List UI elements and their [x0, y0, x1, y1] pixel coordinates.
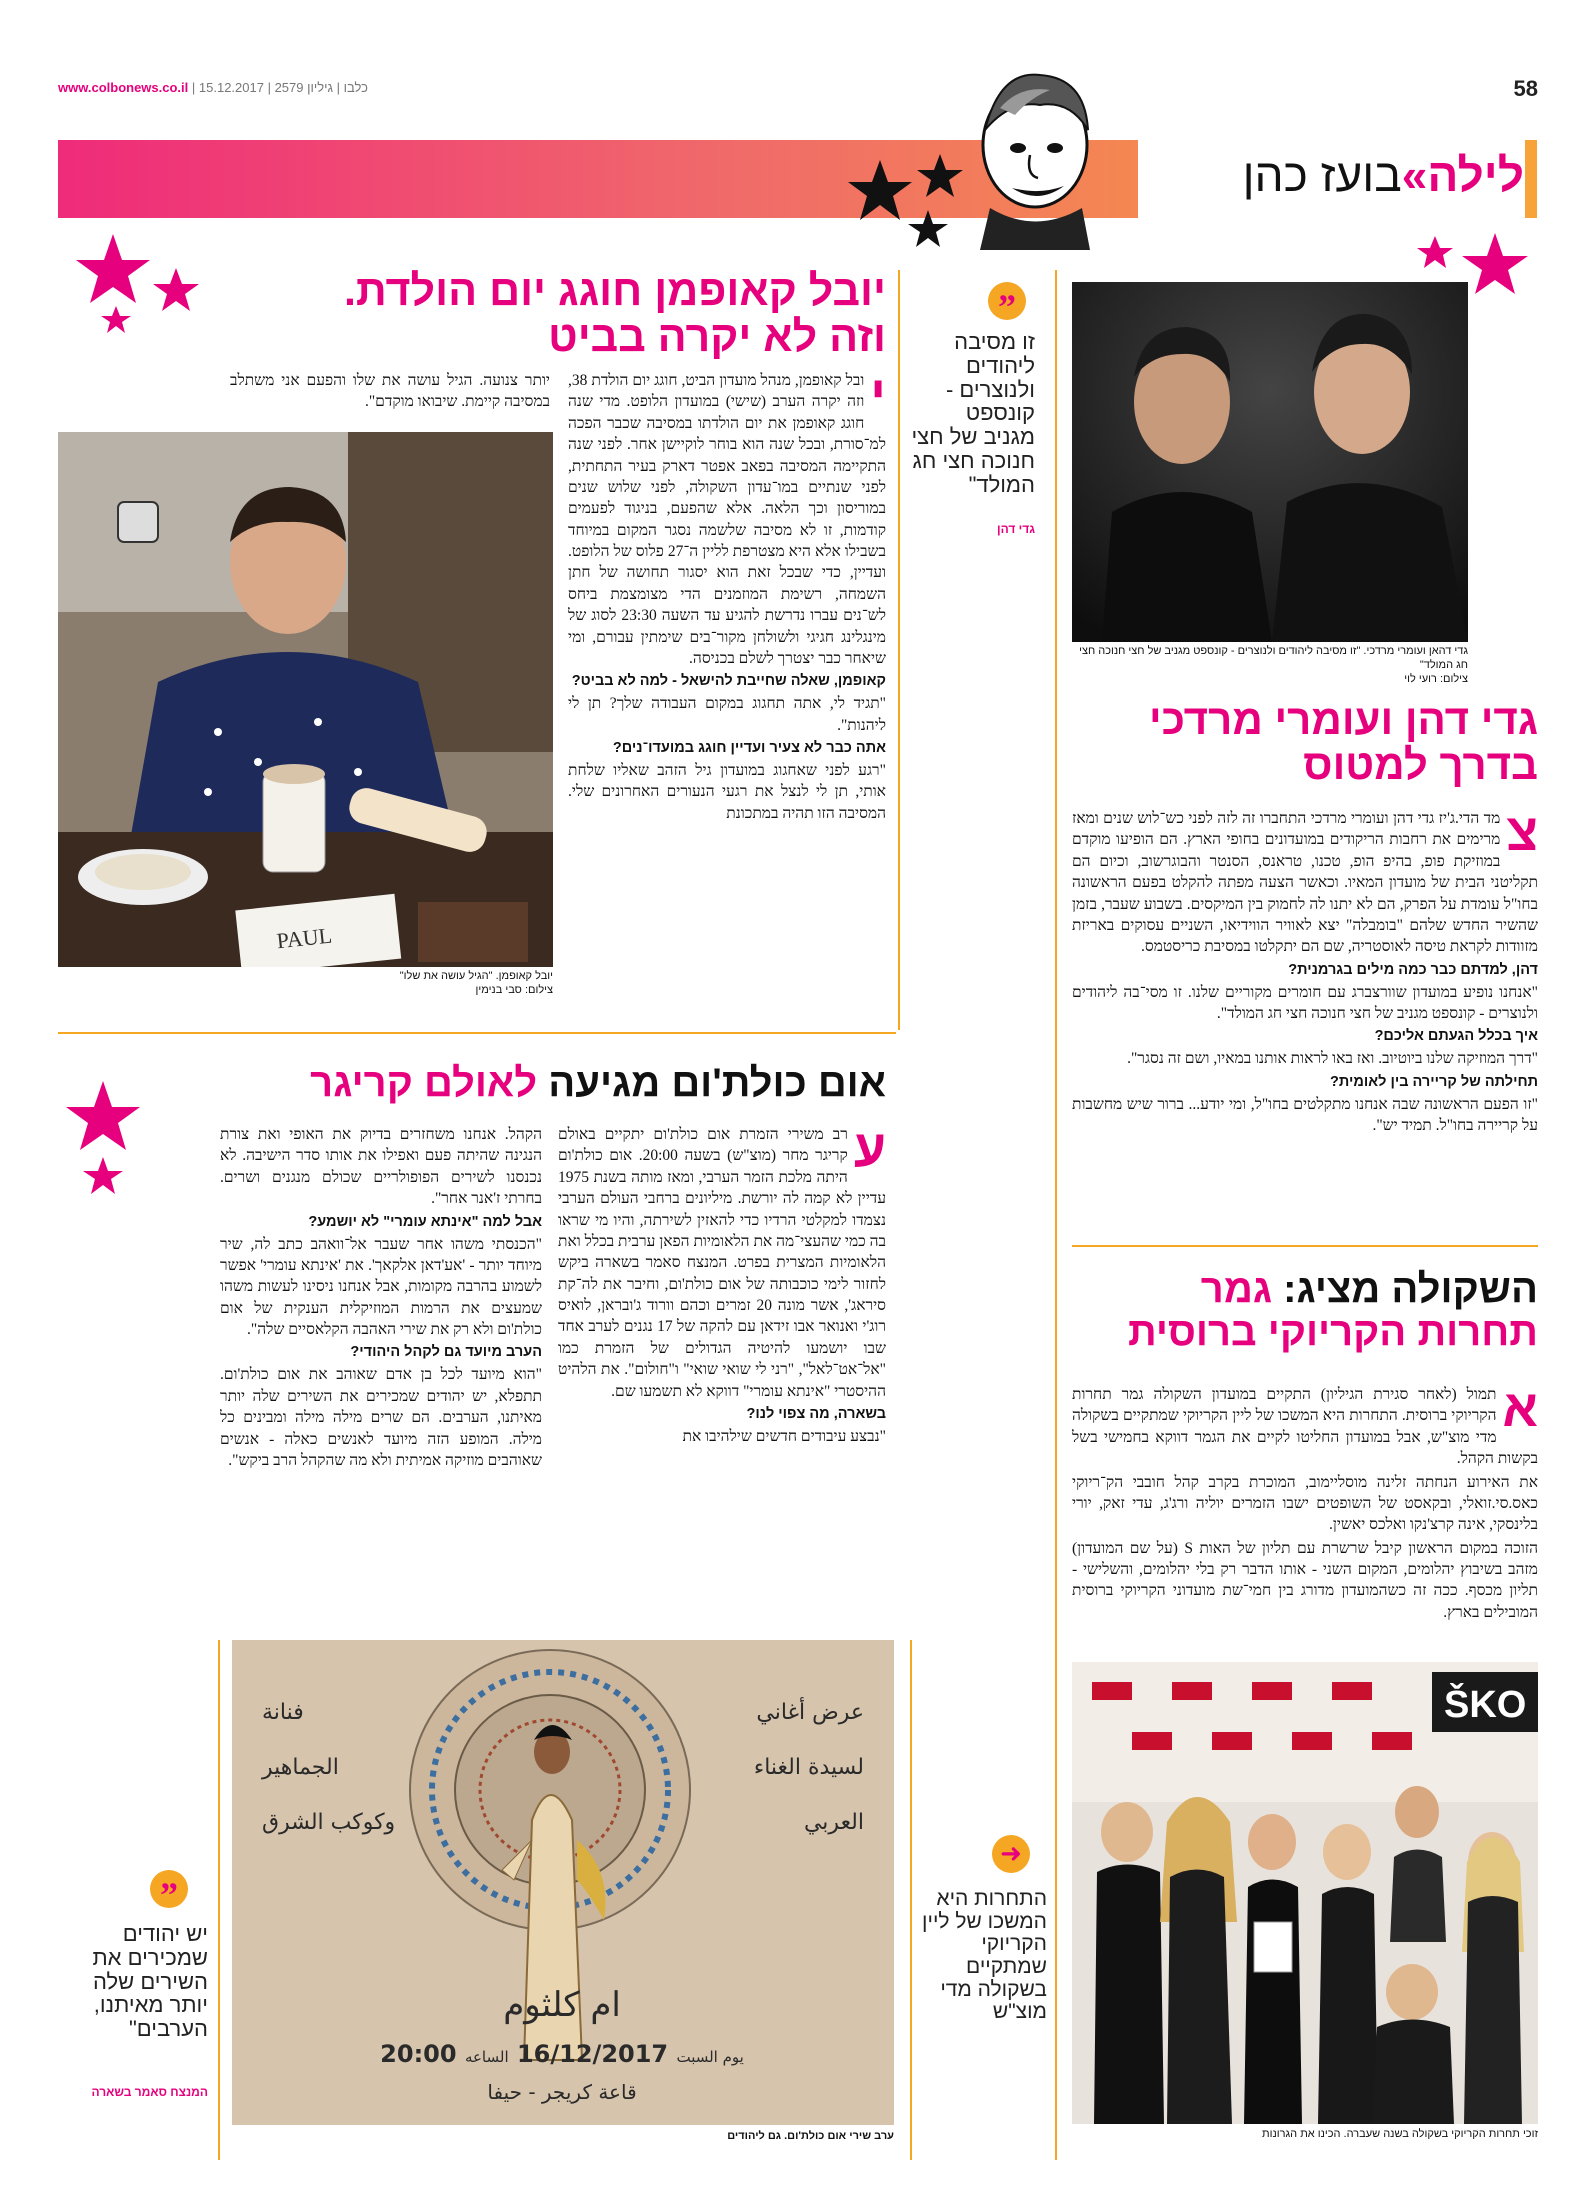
kulthum-lead: רב משירי הזמרת אום כולת'ום יתקיים באולם קריגר מחר (מוצ"ש) בשעה 20:00. אום כולת'ום היתה מלכת הזמר הערבי, ומאז מותה בשנת 1975 עדיין לא קמה לה יורשת. מיליונים ברחבי העולם הערבי נצמדו למקלטי הרדיו כדי להאזין לשירתה, והיו מי שראו בה כמי שהעצי־מה את הלאומיות הפאן ערבית בכלל ואת הלאומיות המצרית בפרט. המנצח סאמר בשארה ביקש לחזור לימי כוכבותה של אום כולת'ום, וחיבר את לה־קת סיראג', אשר מונה 20 זמרים וכהם וורוד ג'ובראן, לואיס רוג'י ואנואר אבו זידאן עם להקה של 17 נגנים לערב אחד שבו יושמעו להיטיה הגדולים של הזמרת כמו "אל־אט־לאל", "רני לי שואי שואי" ו"חולום". את הלהיט ההיסטרי "אינתא עומרי" דווקא לא תשמעו שם.: [558, 1126, 886, 1400]
karaoke-headline-pink1: גמר: [1200, 1267, 1273, 1311]
column-rule: [218, 1640, 220, 2160]
poster-text-right: [754, 1700, 864, 1835]
kaufman-photo-caption-block: [58, 970, 553, 998]
dahan-answer: "אנחנו נופיע במועדון שוורצברג עם חומרים מקוריים שלנו. זו מסי־בה ליהודים ולנוצרים - קונספט מגניב של חצי חנוכה חצי חג המולד".: [1072, 983, 1538, 1022]
star-icon: [153, 268, 199, 311]
poster-time: 20:00: [380, 2040, 457, 2068]
poster-name: ام كلثوم: [503, 1985, 621, 2025]
decorative-stars: [58, 1075, 188, 1205]
poster-day: يوم السبت: [676, 2048, 744, 2066]
club-sign-text: ŠKO: [1444, 1684, 1527, 1726]
cup-logo-text: PAUL: [275, 922, 334, 954]
poster-line: لسيدة الغناء: [753, 1755, 864, 1780]
kulthum-pull-quote: יש יהודים שמכירים את השירים שלה יותר מאיתנו, הערבים": [92, 1921, 208, 2041]
dahan-photo-credit: צילום: רועי לוי: [1404, 672, 1468, 685]
kulthum-headline: [200, 1062, 886, 1105]
section-separator: »: [1401, 149, 1428, 201]
decorative-stars: [840, 150, 980, 260]
poster-line: العربي: [803, 1810, 864, 1835]
star-icon: [848, 160, 912, 220]
kaufman-photo-caption: יובל קאופמן. "הגיל עושה את שלו": [399, 970, 553, 982]
karaoke-photo-image: [1072, 1662, 1538, 2124]
issue-info: | כלבו | גיליון 2579 | 15.12.2017: [191, 80, 368, 95]
dahan-photo-caption: גדי דהאן ועומרי מרדכי. "זו מסיבה ליהודים ולנוצרים - קונספט מגניב של חצי חנוכה חצי חג המולד": [1079, 645, 1468, 671]
karaoke-headline-line1: [1072, 1268, 1538, 1311]
row-rule: [58, 1032, 896, 1034]
kulthum-question: אבל למה "אינתא עומרי" לא יושמע?: [308, 1213, 542, 1230]
quote-icon: ”: [150, 1870, 188, 1908]
kaufman-answer: "תגיד לי, אתה תחגוג במקום העבודה שלך? תן לי ליהנות".: [568, 695, 886, 734]
section-bar-edge: [1525, 140, 1537, 218]
dahan-photo-image: [1072, 282, 1468, 642]
kaufman-dropcap: י: [870, 370, 886, 424]
kulthum-poster: [232, 1640, 894, 2125]
kaufman-photo-credit: צילום: סבי בנימין: [475, 983, 553, 996]
kulthum-answer: "הכנסתי משהו אחר שעבר אל־וואהב כתב לה, שיר מיוחד יותר - 'אע'דאן אלקאך'. את 'אינתא עומרי' אפשר לשמוע בהרבה מקומות, אבל אנחנו ניסינו לעשות משהו שמעצים את הרמות המוזיקלית הענקית של אום כולת'ום ולא רק את שירי האהבה הקלאסיים שלה".: [220, 1235, 542, 1338]
kaufman-question: אתה כבר לא צעיר ועדיין חוגג במועדו־נים?: [612, 740, 886, 756]
star-icon: [908, 210, 948, 247]
poster-date-line: [332, 2040, 792, 2068]
dahan-question: תחילתה של קריירה בין לאומית?: [1330, 1073, 1538, 1090]
kulthum-question: בשארה, מה צפוי לנו?: [746, 1405, 886, 1422]
section-bar: [58, 140, 1538, 218]
karaoke-paragraph: את האירוע הנחתה זלינה מוסליימוב, המוכרת בקרב קהל חובבי הק־ריוקי כאס.סי.זואלי, ובקאסט של השופטים ישבו הזמרים יוליה ורג'ג, עדי זאק, יורי בלינסקי, אינה קרצ'נקו ואלכס יאשין.: [1072, 1473, 1538, 1534]
dahan-headline-line2: בדרך למטוס: [1303, 740, 1538, 788]
karaoke-headline-line2: תחרות הקריוקי ברוסית: [1128, 1309, 1538, 1354]
page-number: 58: [1513, 76, 1538, 101]
dahan-pull-attribution: גדי דהן: [996, 522, 1035, 536]
row-rule: [1072, 1245, 1538, 1247]
section-title-panel: [1138, 140, 1538, 218]
poster-line: فنانة: [262, 1700, 304, 1725]
dahan-photo: [1072, 282, 1468, 642]
karaoke-headline-dark: השקולה מציג:: [1283, 1267, 1538, 1311]
kulthum-question: הערב מיועד גם לקהל היהודי?: [350, 1344, 542, 1361]
kulthum-answer: "הוא מיועד לכל בן אדם שאוהב את אום כולת'ום. תתפלא, יש יהודים שמכירים את השירים שלה יותר מאיתנו, הערבים. הם שרים מילה מילה ומבינים כל מילה. המופע הזה מיועד לאנשים כאלה - אנשים שאוהבים מוזיקה אמיתית ולא מה שהקהל הרב ביקש".: [220, 1366, 542, 1469]
karaoke-headline: [1072, 1268, 1538, 1354]
kaufman-answer: "רגע לפני שאחגוג במועדון גיל הזהב שאליו שלחת אותי, תן לי לנצל את רגעי הנעורים האחרונים שלי. המסיבה הזו תהיה במתכונת: [568, 762, 886, 822]
karaoke-paragraph: הזוכה במקום הראשון קיבל שרשרת עם תליון של האות S (על שם המועדון) מזהב בשיבוץ יהלומים, המקום השני - אותו הדבר רק בלי יהלומים, והשלישי - תליון מכסף. ככה זה כשהמועדון מדורג בין חמי־שת מועדוני הקריוקי ברוסית המובילים בארץ.: [1072, 1539, 1538, 1621]
kaufman-headline: [230, 268, 886, 360]
karaoke-dropcap: א: [1502, 1380, 1538, 1438]
dahan-answer: "דרך המוזיקה שלנו ביוטיוב. ואז באו לראות אותנו במאיו, ושם זה נסגר".: [1127, 1050, 1538, 1068]
poster-line: الجماهير: [262, 1755, 339, 1780]
poster-line: وكوكب الشرق: [262, 1810, 396, 1835]
masthead: [58, 76, 1538, 104]
kaufman-body: [568, 370, 886, 1015]
poster-time-label: الساعه: [464, 2048, 509, 2066]
quote-icon: ”: [988, 282, 1026, 320]
column-rule: [910, 1640, 912, 2160]
dahan-photo-caption-block: [1072, 645, 1468, 686]
dahan-body: [1072, 804, 1538, 1139]
decorative-stars: [58, 228, 208, 338]
kulthum-answer: "נבצע עיבודים חדשים שילהיבו את: [682, 1427, 886, 1445]
kulthum-body-col2: [220, 1124, 542, 1604]
dahan-lead: מד הדי.ג'יז גדי דהן ועומרי מרדכי התחברו זה לזה לפני כש־לוש שנים ומאז מרימים את רחבות הריקודים במועדונים בחופי הארץ. הם הופיעו מוקדם במוזיקת פופ, בהיפ הופ, טכנו, טראנס, הסנטר והבוגרשוב, וכיום הם תקליטני הבית של מועדון המאיו. וכאשר הצעה מפתה להקלט בפעם הראשונה בחו"ל עומדת על הפרק, הם לא יתנו לה לחמוק בין המיקסים. בשבוע שעבר, בזמן שהשיר החדש שלהם "בומבלה" יצא לאוויר הווידיאו, השניים עסוקים באריזת מזוודות לקראת טיסה לאוסטריה, שם הם יתקלטו במסיבת כריסטמס.: [1072, 810, 1538, 956]
kulthum-headline-dark: אום כולת'ום מגיעה: [548, 1061, 886, 1105]
star-icon: [76, 234, 150, 303]
dahan-headline-line1: גדי דהן ועומרי מרדכי: [1149, 696, 1538, 743]
kulthum-pull-attribution: המנצח סאמר בשארה: [91, 2085, 208, 2099]
star-icon: [917, 154, 963, 197]
karaoke-lead: תמול (לאחר סגירת הגיליון) התקיים במועדון השקולה גמר תחרות הקריוקי ברוסית. התחרות היא המשכו של ליין הקריוקי שמתקיים בשקולה מדי מוצ"ש, אבל במועדון החליטו לקיים את הגמר דווקא בחמישי בשל בקשות הקהל.: [1072, 1386, 1538, 1468]
karaoke-photo-caption: זוכי תחרות הקריוקי בשקולה בשנה שעברה. הכינו את הגרונות: [1262, 2128, 1538, 2140]
karaoke-body: [1072, 1380, 1538, 1625]
dahan-pull-quote: זו מסיבה ליהודים ולנוצרים - קונספט מגניב של חצי חנוכה חצי חג המולד": [911, 329, 1035, 497]
kaufman-headline-line2: וזה לא יקרה בביט: [548, 313, 886, 361]
dahan-headline: [1072, 698, 1538, 788]
kaufman-photo: [58, 432, 553, 967]
poster-line: عرض أغاني: [756, 1700, 864, 1725]
column-rule: [1055, 270, 1057, 2160]
dahan-question: איך בכלל הגעתם אליכם?: [1374, 1028, 1538, 1045]
poster-text-left: [262, 1700, 395, 1835]
column-rule: [898, 270, 900, 1030]
author-caricature: [960, 60, 1110, 250]
kulthum-body-col1: [558, 1124, 886, 1604]
poster-venue: قاعة كريجر - حيفا: [487, 2080, 637, 2104]
star-icon: [83, 1157, 123, 1194]
kulthum-dropcap: ע: [853, 1124, 886, 1178]
karaoke-pull-quote: התחרות היא המשכו של ליין הקריוקי שמתקיים בשקולה מדי מוצ"ש: [922, 1887, 1047, 2024]
star-icon: [101, 306, 131, 333]
site-url[interactable]: www.colbonews.co.il: [58, 80, 189, 95]
masthead-site-line: [58, 80, 368, 95]
kulthum-headline-line: [200, 1062, 886, 1105]
poster-date: 16/12/2017: [516, 2040, 669, 2068]
section-author: בועז כהן: [1242, 149, 1402, 201]
kaufman-question: קאופמן, שאלה שחייבת להישאל - למה לא בביט?: [571, 673, 886, 690]
karaoke-photo: [1072, 1662, 1538, 2124]
kaufman-lead: ובל קאופמן, מנהל מועדון הביט, חוגג יום הולדת 38, וזה יקרה הערב (שישי) במועדון הלופט. מדי שנה חוגג קאופמן את יום הולדתו במסיבה שכבר הפכה למ־סורת, ובכל שנה הוא בוחר לוקיישן אחר. לפני שנה התקיימה המסיבה בפאב אפטר דארק בעיר התחתית, לפני שנתיים במו־עדון השקולה, לפני שלוש שנים במוריסון וכך הלאה. אלא שהפעם, בניגוד לפעמים קודמות, זו לא מסיבה שלשמה נסגר המקום במיוחד בשבילו אלא היא מצטרפת לליין ה־27 פלוס של הלופט. ועדיין, כדי שבכל זאת הוא יסגור תחושה של חתן השמחה, רשימת המוזמנים הדי מצומצמת ביחס לש־נים עברו נדרשת להגיע עד השעה 23:30 לסוג של מינגלינג חגיגי ולשולחן מקור־בים שימתין עבורם, ומי שיאחר כבר יצטרך לשלם בכניסה.: [568, 372, 886, 667]
star-icon: [1417, 236, 1453, 268]
kaufman-headline-line1: יובל קאופמן חוגג יום הולדת.: [343, 267, 886, 315]
kulthum-poster-caption: ערב שירי אום כולת'ום. גם ליהודים: [727, 2130, 894, 2142]
arrow-right-icon: ➜: [992, 1835, 1030, 1873]
kaufman-body-col2: יותר צנועה. הגיל עושה את שלו והפעם אני משתלב במסיבה קיימת. שיבואו מוקדם".: [230, 372, 550, 411]
dahan-question: דהן, למדתם כבר כמה מילים בגרמנית?: [1288, 961, 1538, 978]
section-name: לילה: [1427, 149, 1524, 201]
kulthum-body-continued: הקהל. אנחנו משחזרים בדיוק את האופי ואת צורת הנגינה שהיתה פעם ואפילו את אותו סדר הישיבה. לא נכנסנו לשירים הפופולריים שכולם מנגנים ושרים. בחרתי ז'אנר אחר".: [220, 1126, 542, 1208]
star-icon: [1462, 233, 1528, 294]
section-title: [1243, 148, 1524, 202]
kaufman-photo-image: [58, 432, 553, 967]
dahan-dropcap: צ: [1506, 804, 1538, 862]
dahan-answer: "זו הפעם הראשונה שבה אנחנו מתקלטים בחו"ל, ומי יודע... ברור שיש מחשבות על קריירה בחו"ל. תמיד יש".: [1072, 1095, 1538, 1135]
star-icon: [66, 1081, 140, 1150]
kulthum-headline-pink: לאולם קריגר: [310, 1061, 538, 1105]
